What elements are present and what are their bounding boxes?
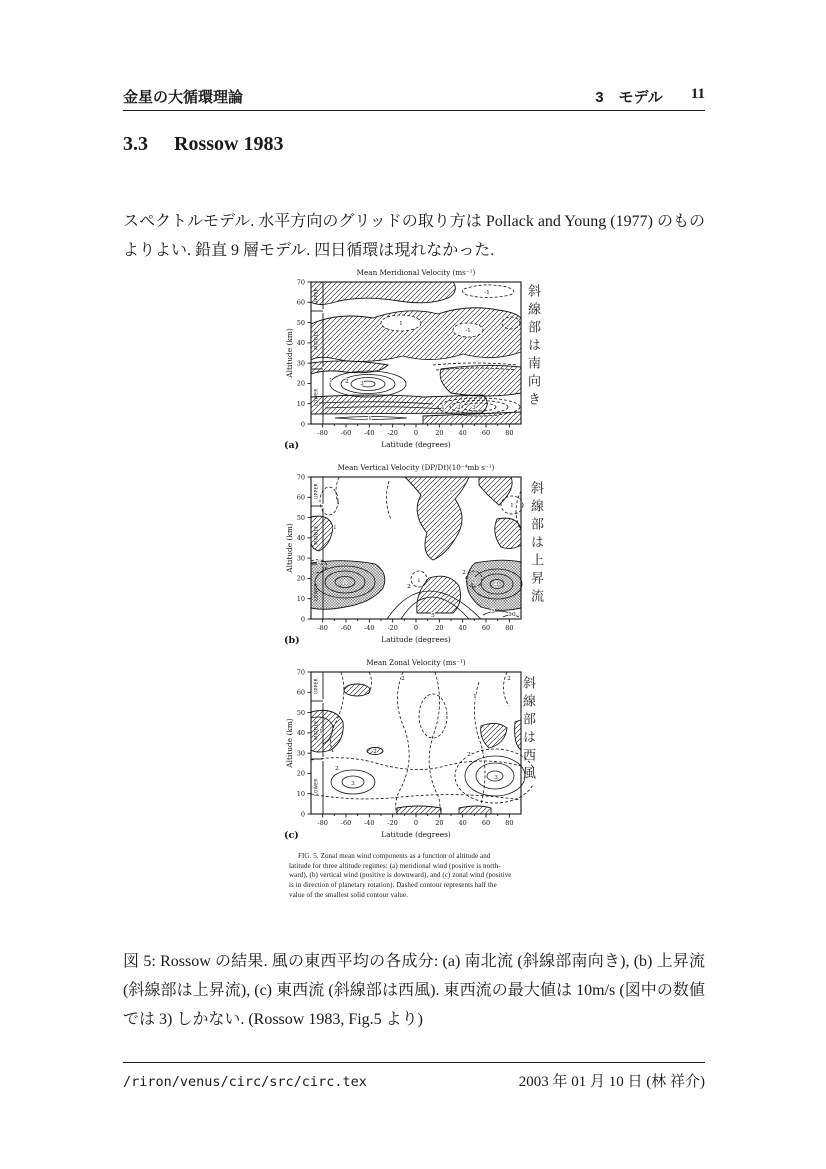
- x-axis-title: Latitude (degrees): [381, 830, 451, 839]
- contour-panel-b: [283, 461, 533, 656]
- header-rule: [123, 110, 705, 111]
- panel-letter: (a): [284, 440, 300, 451]
- contour-decor: [311, 282, 521, 424]
- section-title: Rossow 1983: [174, 133, 284, 155]
- y-tick-label: 70: [296, 278, 305, 287]
- contour-dashed: [396, 672, 410, 814]
- scanned-caption-line: is in direction of planetary rotation). Dashed contour represents half the: [289, 881, 497, 890]
- x-tick-label: -40: [364, 429, 375, 437]
- contour-panel-a: [283, 266, 533, 461]
- contour-decor: [311, 477, 523, 619]
- contour-value-label: 2: [467, 752, 471, 758]
- page-footer: [123, 1070, 705, 1091]
- contour-value-label: -1: [484, 290, 490, 296]
- x-tick-label: 40: [458, 819, 467, 827]
- y-tick-label: 20: [296, 379, 305, 388]
- panel-title: Mean Meridional Velocity (ms⁻¹): [356, 268, 476, 277]
- contour-value-label: ↓: [416, 578, 422, 584]
- contour-hatched-region: [481, 723, 507, 748]
- x-tick-label: -40: [364, 819, 375, 827]
- contour-value-label: ↓: [316, 560, 322, 566]
- regime-label: UPPER: [314, 287, 320, 305]
- contour-value-label: 3: [472, 405, 476, 411]
- scanned-original-caption: [289, 852, 545, 901]
- x-tick-label: 0: [413, 624, 419, 632]
- panel-title: Mean Zonal Velocity (ms⁻¹): [366, 658, 466, 667]
- contour-value-label: 5: [431, 613, 435, 619]
- x-tick-label: 60: [481, 819, 491, 827]
- contour-value-label: 2: [345, 379, 349, 385]
- y-axis-title: Altitude (km): [285, 718, 294, 768]
- x-tick-label: 0: [413, 819, 419, 827]
- panel-title: Mean Vertical Velocity (DP/Dt)(10⁻⁴mb s⁻¹): [337, 463, 495, 472]
- contour-value-label: 10: [508, 612, 516, 618]
- x-tick-label: -60: [340, 819, 352, 827]
- y-tick-label: 20: [296, 574, 305, 583]
- contour-value-label: 2: [373, 749, 377, 755]
- contour-value-label: 2: [507, 676, 511, 682]
- contour-value-label: 1: [510, 503, 514, 509]
- contour-dashed: [433, 363, 518, 365]
- page-header: [123, 86, 705, 107]
- x-tick-label: 80: [505, 819, 514, 827]
- contour-hatched-region: [397, 806, 441, 814]
- figure-caption: 図 5: Rossow の結果. 風の東西平均の各成分: (a) 南北流 (斜線部南向き), (b) 上昇流 (斜線部は上昇流), (c) 東西流 (斜線部は西風). 東西流の最大値は 10m/s (図中の数値では 3) しかない. (Rossow 1983, Fig.5 より): [123, 953, 705, 1028]
- x-tick-label: -20: [387, 429, 398, 437]
- contour-value-label: -1: [366, 416, 372, 422]
- contour-value-label: 2: [462, 570, 466, 576]
- axis-ticks: [308, 672, 510, 818]
- contour-hatched-region: [479, 477, 512, 505]
- x-tick-label: -60: [340, 429, 352, 437]
- contour-value-label: 3: [495, 582, 499, 588]
- panel-letter: (c): [284, 830, 299, 841]
- x-tick-label: 40: [458, 429, 467, 437]
- y-tick-label: 50: [296, 513, 305, 522]
- footer-date-author: 2003 年 01 月 10 日 (林 祥介): [518, 1074, 705, 1090]
- handwritten-note-panel-a: 斜線部は南向き: [526, 284, 541, 410]
- contour-dashed: [311, 794, 521, 800]
- y-axis-title: Altitude (km): [285, 328, 294, 378]
- contour-dense-region: [311, 561, 385, 610]
- y-tick-label: 20: [296, 769, 305, 778]
- x-tick-label: 20: [435, 624, 444, 632]
- contour-hatched-region: [440, 365, 521, 396]
- x-tick-label: 40: [458, 624, 467, 632]
- handwritten-note-panel-b: 斜線部は上昇流: [529, 481, 544, 607]
- footer-rule: [123, 1062, 705, 1063]
- regime-label: UPPER: [314, 677, 320, 695]
- contour-value-label: 1: [441, 405, 445, 411]
- running-head-title: 金星の大循環理論: [123, 89, 244, 106]
- panel-letter: (b): [284, 635, 300, 646]
- x-tick-label: 80: [505, 429, 514, 437]
- x-tick-label: 20: [435, 819, 444, 827]
- running-head-section: 3 モデル: [595, 89, 663, 106]
- x-tick-label: -60: [340, 624, 352, 632]
- contour-value-label: 2: [401, 676, 405, 682]
- contour-panel-c: [283, 656, 533, 851]
- x-tick-label: 80: [505, 624, 514, 632]
- y-tick-label: 10: [296, 595, 305, 604]
- contour-hatched-region: [459, 806, 491, 814]
- regime-label: MIDDLE: [314, 720, 320, 740]
- contour-value-label: 1: [473, 694, 477, 700]
- regime-label: MIDDLE: [314, 330, 320, 350]
- x-axis-title: Latitude (degrees): [381, 440, 451, 449]
- x-axis-title: Latitude (degrees): [381, 635, 451, 644]
- contour-hatched-region: [311, 361, 388, 374]
- y-tick-label: 0: [300, 810, 305, 819]
- x-tick-label: 60: [481, 429, 491, 437]
- contour-solid: [351, 378, 385, 391]
- scanned-caption-line: latitude for three altitude regimes: (a) meridional wind (positive is north-: [289, 861, 501, 870]
- regime-label: LOWER: [314, 388, 320, 406]
- scanned-caption-line: value of the smallest solid contour value.: [289, 890, 409, 899]
- y-tick-label: 0: [300, 420, 305, 429]
- contour-hatched-region: [495, 518, 521, 548]
- y-tick-label: 50: [296, 318, 305, 327]
- contour-hatched-region: [405, 477, 469, 560]
- x-tick-label: -20: [387, 819, 398, 827]
- contour-value-label: 1: [472, 578, 476, 584]
- contour-dashed: [386, 481, 391, 519]
- contour-hatched-region: [311, 308, 521, 362]
- running-head-right: [595, 86, 705, 107]
- section-number: 3.3: [123, 133, 148, 155]
- scanned-caption-line: FIG. 5. Zonal mean wind components as a function of altitude and: [298, 852, 491, 860]
- y-tick-label: 70: [296, 473, 305, 482]
- contour-dashed: [474, 682, 485, 804]
- contour-value-label: 1: [319, 729, 323, 735]
- regime-label: MIDDLE: [314, 525, 320, 545]
- y-tick-label: 30: [296, 359, 305, 368]
- contour-value-label: 2: [335, 766, 339, 772]
- contour-value-label: 1: [329, 378, 333, 384]
- contour-value-label: 2: [407, 584, 411, 590]
- regime-label: LOWER: [314, 583, 320, 601]
- y-tick-label: 0: [300, 615, 305, 624]
- contour-decor: [311, 672, 533, 814]
- contour-hatched-region: [417, 576, 461, 613]
- x-tick-label: 20: [435, 429, 444, 437]
- y-tick-label: 40: [296, 534, 305, 543]
- y-tick-label: 10: [296, 790, 305, 799]
- contour-value-label: 3: [360, 381, 364, 387]
- contour-value-label: ↓: [448, 490, 454, 496]
- contour-dashed: [336, 477, 339, 505]
- footer-file-path: /riron/venus/circ/src/circ.tex: [123, 1074, 367, 1090]
- contour-dashed: [419, 694, 447, 738]
- contour-value-label: 1: [399, 321, 403, 327]
- x-tick-label: -80: [317, 429, 328, 437]
- y-tick-label: 70: [296, 668, 305, 677]
- x-tick-label: -80: [317, 819, 328, 827]
- y-tick-label: 30: [296, 749, 305, 758]
- contour-value-label: 2: [457, 405, 461, 411]
- contour-hatched-region: [344, 684, 370, 696]
- contour-value-label: 3: [351, 781, 355, 787]
- y-tick-label: 40: [296, 339, 305, 348]
- contour-value-label: -1: [465, 328, 471, 334]
- x-tick-label: 0: [413, 429, 419, 437]
- y-tick-label: 50: [296, 708, 305, 717]
- y-axis-title: Altitude (km): [285, 523, 294, 573]
- body-paragraph: スペクトルモデル. 水平方向のグリッドの取り方は Pollack and Young (1977) のものよりよい. 鉛直 9 層モデル. 四日循環は現れなかった.: [123, 213, 705, 259]
- x-tick-label: -20: [387, 624, 398, 632]
- y-tick-label: 60: [296, 298, 305, 307]
- x-tick-label: -80: [317, 624, 328, 632]
- regime-label: UPPER: [314, 482, 320, 500]
- y-tick-label: 30: [296, 554, 305, 563]
- regime-label: LOWER: [314, 778, 320, 796]
- y-tick-label: 40: [296, 729, 305, 738]
- x-tick-label: 60: [481, 624, 491, 632]
- contour-hatched-region: [423, 412, 521, 424]
- scanned-caption-line: ward), (b) vertical wind (positive is downward), and (c) zonal wind (positive: [289, 871, 512, 880]
- y-tick-label: 60: [296, 493, 305, 502]
- page-number: 11: [690, 86, 705, 102]
- contour-value-label: ↓: [342, 581, 348, 587]
- section-heading: [123, 133, 283, 156]
- y-tick-label: 60: [296, 688, 305, 697]
- handwritten-note-panel-c: 斜線部は西風: [521, 676, 536, 784]
- x-tick-label: -40: [364, 624, 375, 632]
- contour-dashed: [429, 672, 441, 814]
- y-tick-label: 10: [296, 400, 305, 409]
- contour-hatched-region: [311, 282, 455, 305]
- contour-value-label: 5: [491, 609, 495, 615]
- contour-value-label: 3: [494, 775, 498, 781]
- contour-value-label: ↓: [332, 525, 338, 531]
